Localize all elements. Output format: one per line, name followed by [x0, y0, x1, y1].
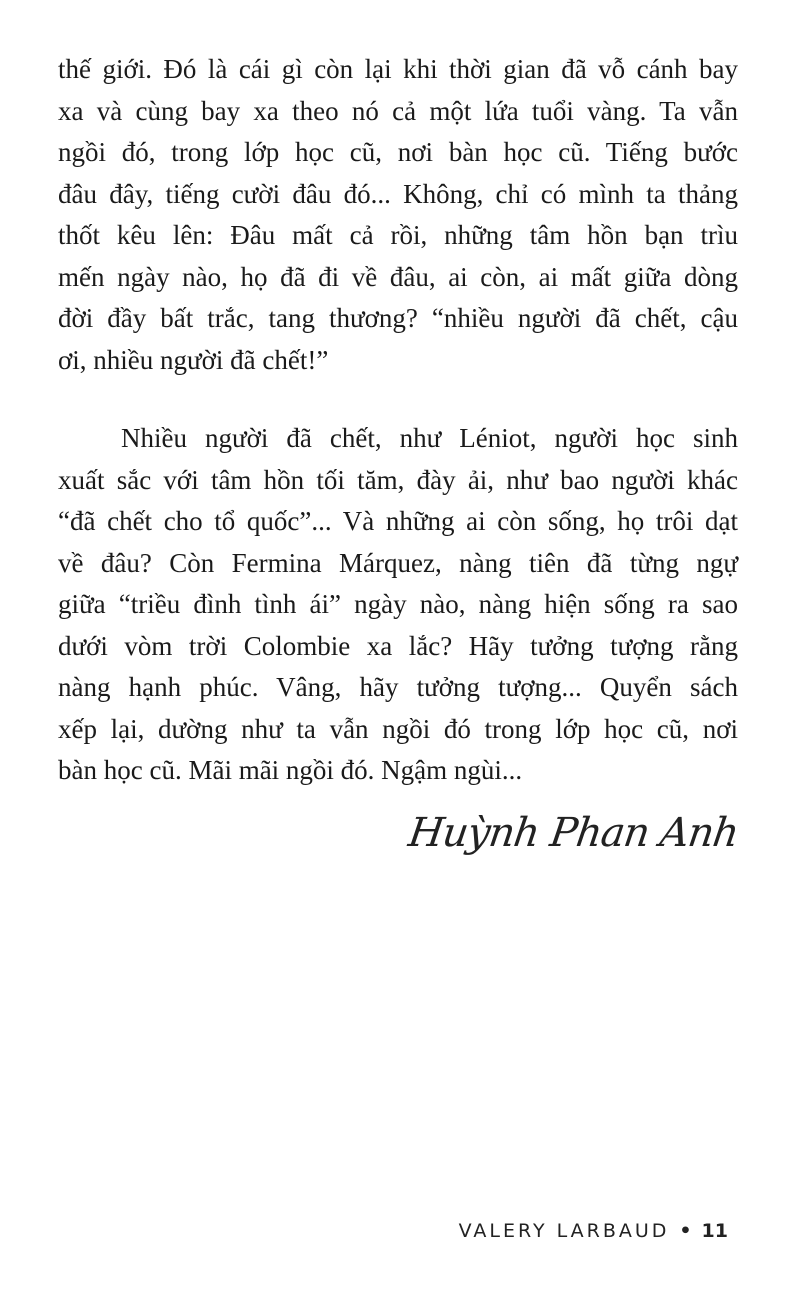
- text-line: xếp lại, dường như ta vẫn ngồi đó trong lớp học cũ, nơi: [58, 713, 738, 744]
- author-signature: Huỳnh Phan Anh: [405, 810, 742, 856]
- text-line: về đâu? Còn Fermina Márquez, nàng tiên đã từng ngự: [58, 547, 738, 578]
- text-line: xa và cùng bay xa theo nó cả một lứa tuổi vàng. Ta vẫn: [58, 95, 738, 126]
- text-line: đời đầy bất trắc, tang thương? “nhiều người đã chết, cậu: [58, 303, 738, 333]
- text-line: bàn học cũ. Mãi mãi ngồi đó. Ngậm ngùi...: [58, 755, 523, 785]
- text-line: thốt kêu lên: Đâu mất cả rồi, những tâm hồn bạn trìu: [58, 220, 738, 250]
- text-line: nàng hạnh phúc. Vâng, hãy tưởng tượng... Quyển sách: [58, 672, 738, 702]
- running-footer: [0, 1220, 728, 1242]
- text-line: ơi, nhiều người đã chết!”: [58, 344, 329, 375]
- text-line: dưới vòm trời Colombie xa lắc? Hãy tưởng tượng rằng: [58, 630, 738, 661]
- text-line: ngồi đó, trong lớp học cũ, nơi bàn học cũ. Tiếng bước: [58, 137, 738, 167]
- text-line: “đã chết cho tổ quốc”... Và những ai còn sống, họ trôi dạt: [58, 506, 738, 536]
- text-line: Nhiều người đã chết, như Léniot, người học sinh: [121, 423, 738, 453]
- text-line: giữa “triều đình tình ái” ngày nào, nàng hiện sống ra sao: [58, 589, 738, 619]
- paragraph-2: [58, 418, 738, 792]
- page-number: 11: [701, 1220, 728, 1242]
- text-line: mến ngày nào, họ đã đi về đâu, ai còn, ai mất giữa dòng: [58, 261, 738, 292]
- footer-separator: •: [679, 1220, 692, 1242]
- text-line: đâu đây, tiếng cười đâu đó... Không, chỉ có mình ta thảng: [58, 178, 738, 209]
- footer-author: VALERY LARBAUD: [458, 1220, 670, 1242]
- text-line: thế giới. Đó là cái gì còn lại khi thời gian đã vỗ cánh bay: [58, 54, 738, 84]
- paragraph-1: [58, 49, 738, 381]
- text-line: xuất sắc với tâm hồn tối tăm, đày ải, như bao người khác: [58, 464, 738, 495]
